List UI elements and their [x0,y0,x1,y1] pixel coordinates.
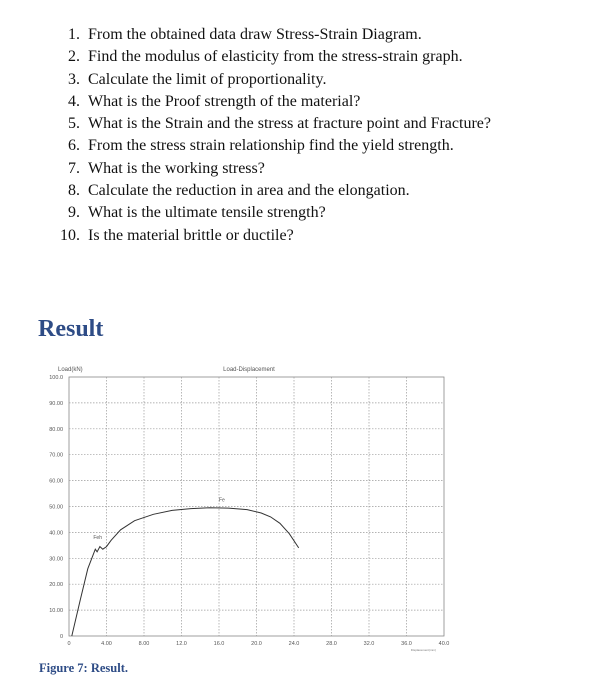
question-number: 2. [68,48,80,66]
chart-annotation: Feh [93,534,102,541]
chart-annotation: Fe [219,497,225,504]
question-item [54,202,491,224]
x-tick-label: 8.00 [138,641,150,647]
question-item [54,91,491,113]
y-tick-label: 10.00 [49,608,63,615]
question-number: 4. [68,92,80,110]
question-number: 10. [60,226,80,244]
question-item [54,135,491,157]
x-tick-label: 36.0 [401,641,412,647]
question-number: 1. [68,26,80,43]
question-item [54,69,491,91]
question-text: What is the Strain and the stress at fracture point and Fracture? [88,115,491,133]
y-tick-label: 40.00 [49,530,63,537]
y-tick-label: 70.00 [49,452,63,459]
y-tick-label: 60.00 [49,478,63,485]
question-number: 9. [68,204,80,222]
question-text: From the stress strain relationship find the yield strength. [88,137,454,155]
question-text: Find the modulus of elasticity from the stress-strain graph. [88,48,463,66]
figure-caption: Figure 7: Result. [39,661,128,675]
x-tick-label: 24.0 [288,641,300,647]
load-displacement-line [72,508,299,636]
question-text: What is the ultimate tensile strength? [88,204,326,222]
x-tick-label: 20.0 [251,641,262,647]
y-tick-label: 80.00 [49,426,63,433]
x-tick-label: 0 [67,641,71,647]
question-item [54,113,491,135]
question-item [54,46,491,68]
y-axis-label: Load(kN) [58,367,83,373]
question-text: What is the working stress? [88,159,265,177]
question-item [54,180,491,202]
y-tick-label: 90.00 [49,400,63,407]
question-number: 3. [68,70,80,88]
question-number: 8. [68,182,80,200]
question-text: From the obtained data draw Stress-Strain Diagram. [88,26,422,43]
x-tick-label: 12.0 [176,641,187,647]
result-heading: Result [38,316,104,342]
question-text: Is the material brittle or ductile? [88,226,294,244]
question-number: 6. [68,137,80,155]
question-item [54,24,491,46]
question-list [54,24,491,247]
x-tick-label: 32.0 [363,641,375,647]
question-text: Calculate the limit of proportionality. [88,70,327,88]
load-displacement-chart [34,360,456,660]
x-axis-label: Displacement(mm) [410,648,436,652]
x-tick-label: 16.0 [213,641,225,647]
y-tick-label: 30.00 [49,556,63,563]
question-number: 7. [68,159,80,177]
question-number: 5. [68,115,80,133]
chart-title: Load-Displacement [223,367,275,373]
question-item [54,158,491,180]
x-tick-label: 28.0 [326,641,337,647]
y-tick-label: 20.00 [49,582,63,589]
y-tick-label: 0 [59,634,63,640]
x-tick-label: 4.00 [101,641,112,647]
question-item [54,225,491,247]
question-text: What is the Proof strength of the material? [88,92,361,110]
x-tick-label: 40.0 [438,641,450,647]
chart-svg [34,360,456,660]
question-text: Calculate the reduction in area and the elongation. [88,182,410,200]
y-tick-label: 100.0 [49,375,63,381]
y-tick-label: 50.00 [49,504,63,511]
